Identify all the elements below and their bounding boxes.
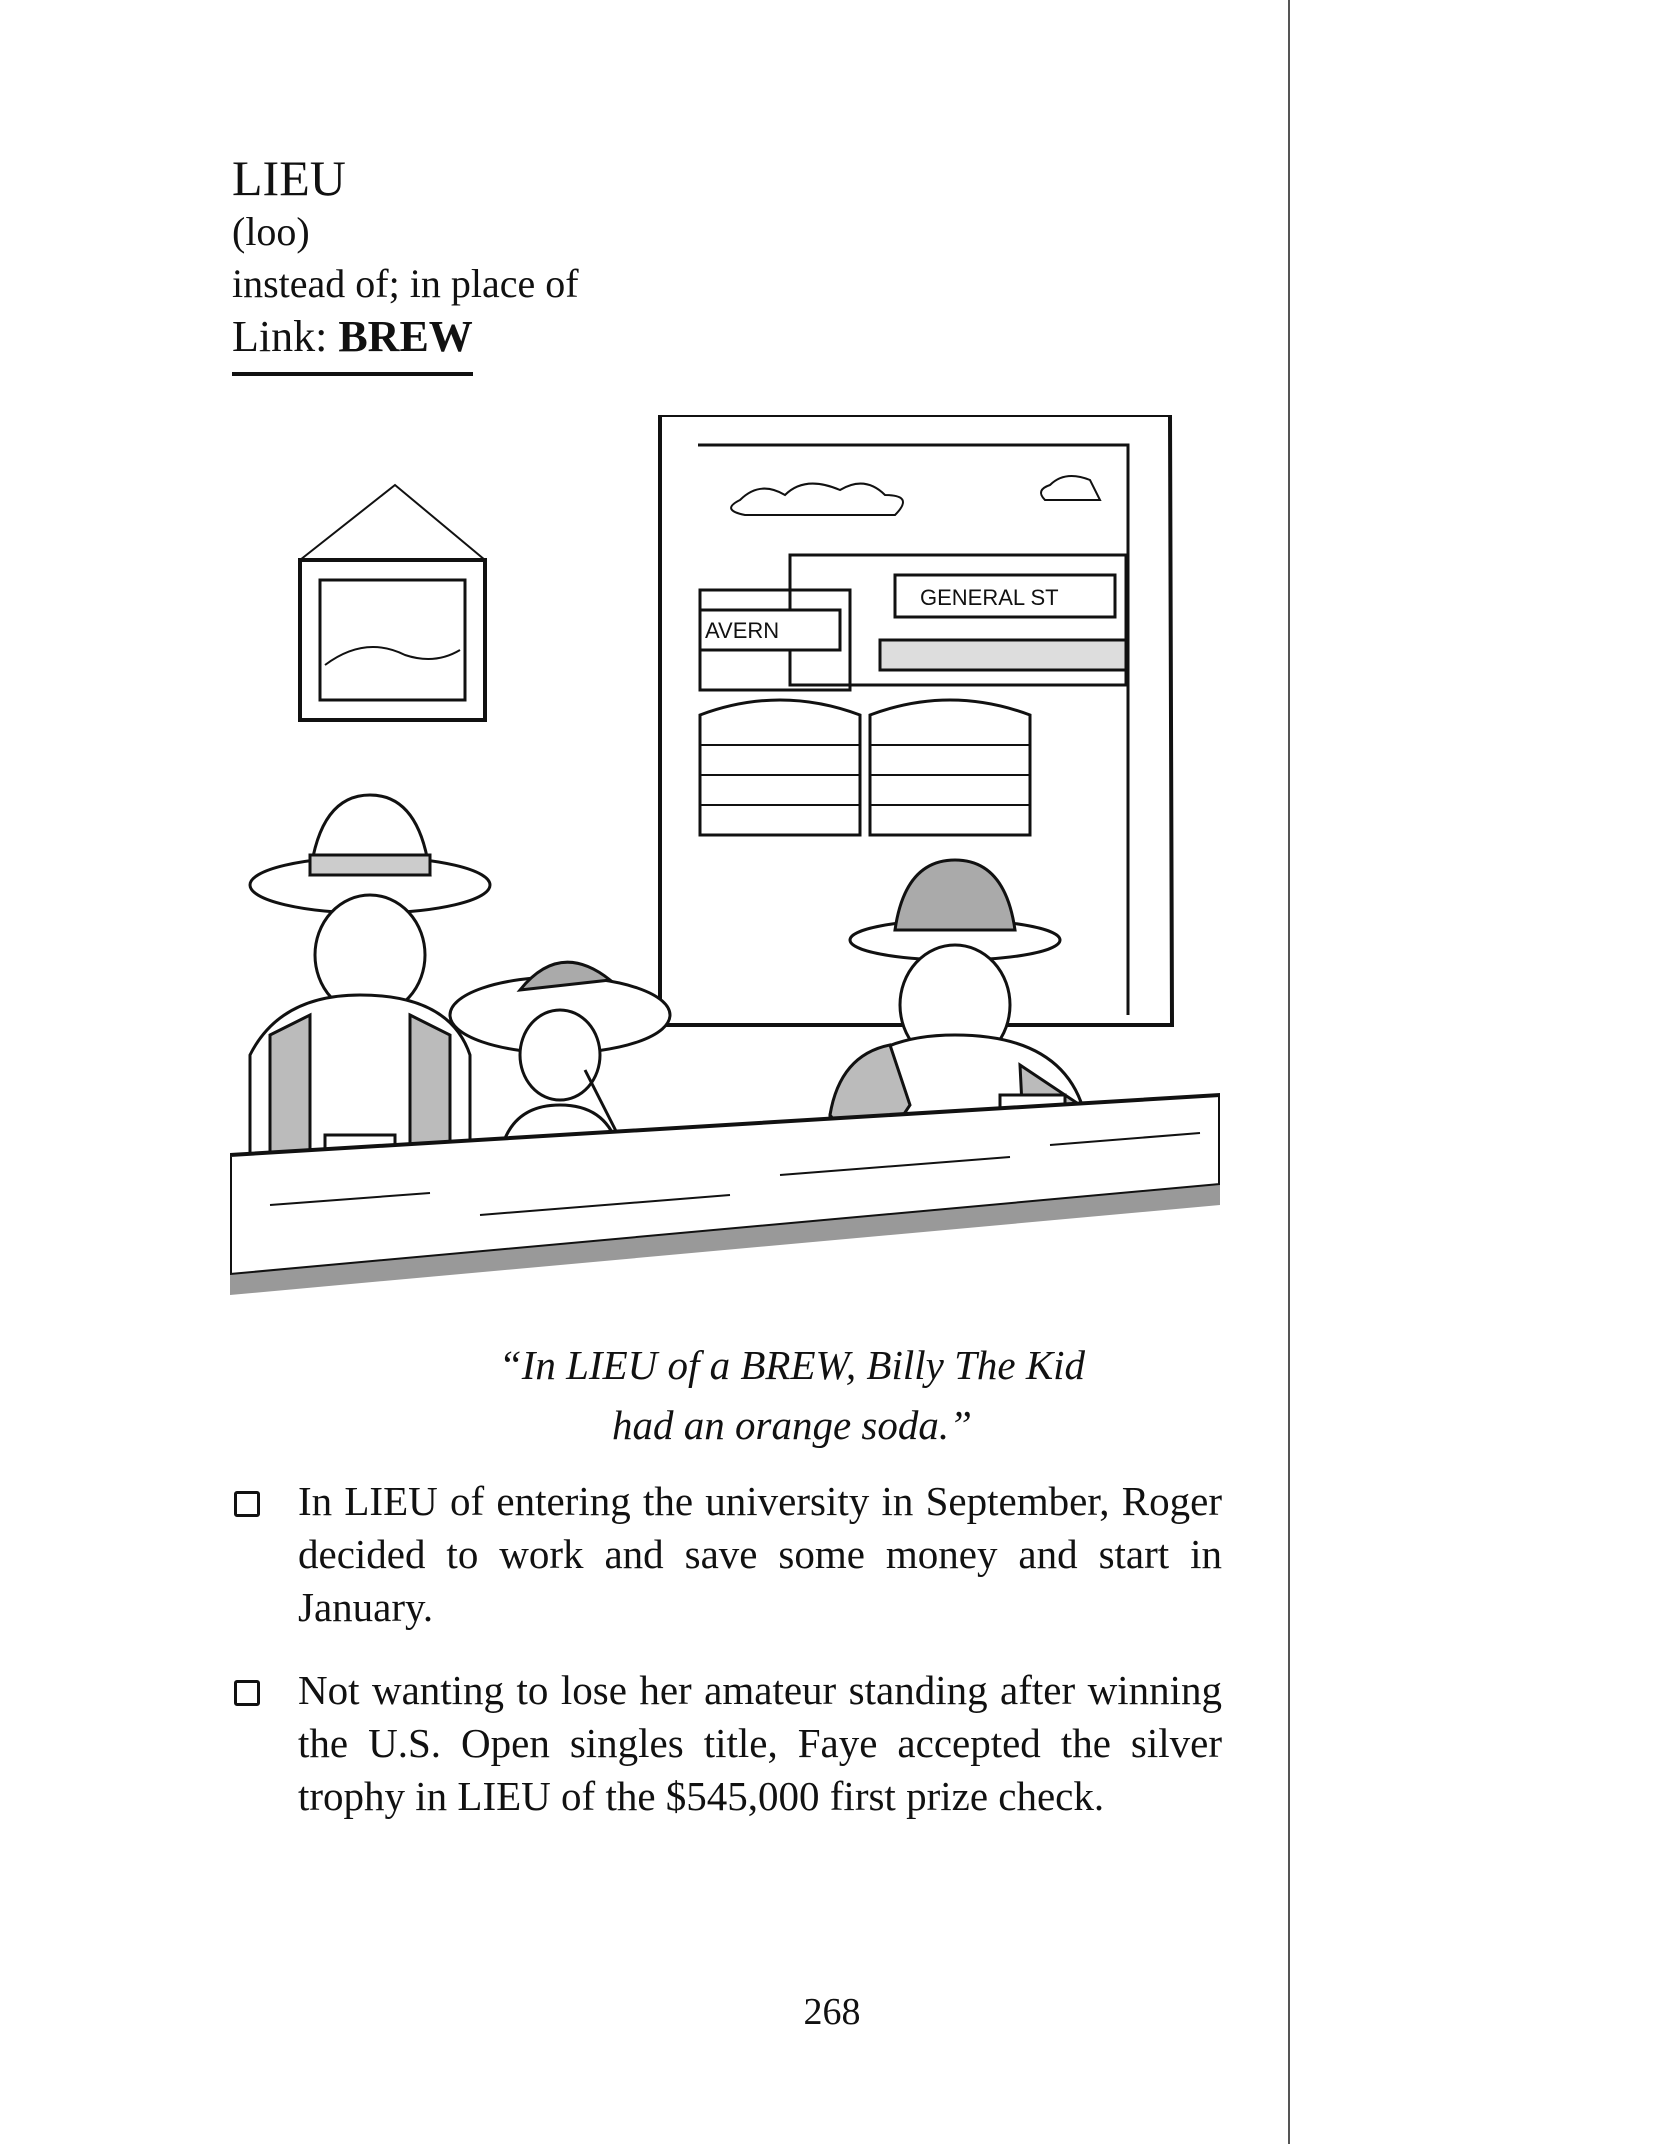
example-list: [232, 1475, 1222, 1853]
pronunciation: (loo): [232, 209, 310, 254]
cartoon-caption: [0, 1335, 1664, 1455]
tavern-sign: AVERN: [705, 618, 780, 643]
page-edge-rule: [1288, 0, 1290, 2144]
example-text: Not wanting to lose her amateur standing after winning the U.S. Open singles title, Faye accepted the silver trophy in LIEU of the $545,000 first prize check.: [298, 1667, 1222, 1819]
cartoon-illustration: [230, 415, 1220, 1315]
headword: LIEU: [232, 150, 346, 206]
link-line: [232, 310, 473, 376]
page-number: 268: [803, 1991, 861, 2033]
caption-line-1: “In LIEU of a BREW, Billy The Kid: [498, 1342, 1086, 1388]
checkbox-icon: [234, 1680, 260, 1706]
definition: instead of; in place of: [232, 261, 579, 306]
example-text: In LIEU of entering the university in September, Roger decided to work and save some money and start in January.: [298, 1478, 1222, 1630]
link-word: BREW: [338, 312, 473, 361]
example-item: [232, 1475, 1222, 1634]
caption-line-2: had an orange soda.”: [612, 1402, 972, 1448]
link-label: Link:: [232, 312, 328, 361]
example-item: [232, 1664, 1222, 1823]
checkbox-icon: [234, 1491, 260, 1517]
general-store-sign: GENERAL ST: [920, 585, 1059, 610]
dictionary-entry: [232, 150, 579, 376]
